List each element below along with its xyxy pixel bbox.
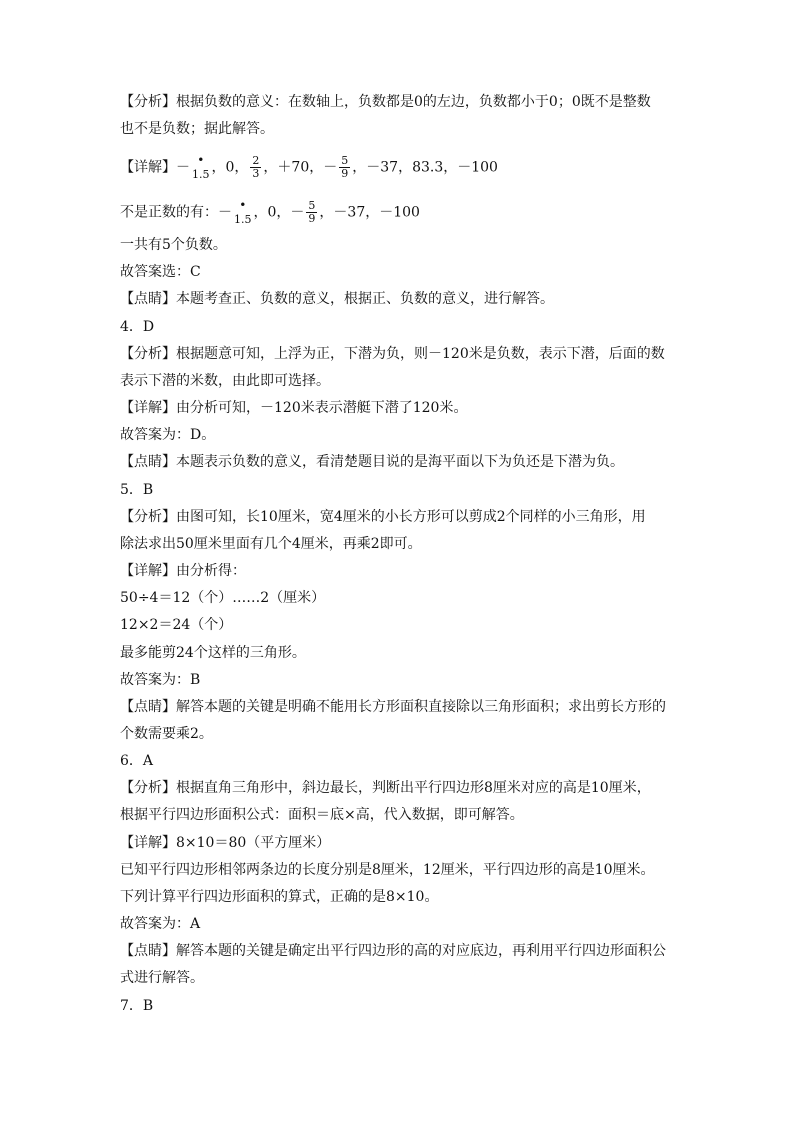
repeating-decimal [192,152,210,181]
analysis-line: 根据平行四边形面积公式：面积＝底×高，代入数据，即可解答。 [120,807,524,823]
analysis-line: 也不是负数；据此解答。 [120,121,274,137]
analysis-line: 除法求出50厘米里面有几个4厘米，再乘2即可。 [120,536,422,552]
detail-line: 【详解】由分析得： [120,563,246,579]
text-segment: 不是正数的有：－ [120,204,232,221]
numerator: 5 [341,154,349,167]
repeating-decimal [234,197,252,226]
analysis-line: 【分析】根据题意可知，上浮为正，下潜为负，则－120米是负数，表示下潜，后面的数 [120,346,665,362]
comment-line: 式进行解答。 [120,970,204,986]
text-line: 一共有5个负数。 [120,237,227,253]
numerator: 5 [308,199,316,212]
text-segment: ，＋70，－ [263,159,338,176]
analysis-line: 表示下潜的米数，由此即可选择。 [120,373,330,389]
numerator: 2 [252,154,260,167]
text-segment: ，0， [211,159,249,176]
calculation-line: 50÷4＝12（个）……2（厘米） [120,590,326,606]
detail-line: 【详解】8×10＝80（平方厘米） [120,835,331,851]
answer-line: 故答案为：D。 [120,427,216,443]
text-line: 最多能剪24个这样的三角形。 [120,645,306,661]
detail-number-list [120,152,498,181]
fraction [250,155,261,180]
question-number: 5．B [120,482,154,498]
comment-line: 【点睛】解答本题的关键是明确不能用长方形面积直接除以三角形面积；求出剪长方形的 [120,699,666,715]
denominator: 3 [252,167,260,180]
answer-line: 故答案为：A [120,916,201,932]
question-number: 6．A [120,753,154,769]
text-segment: ，0，－ [253,204,305,221]
question-number: 4．D [120,319,155,335]
text-line: 已知平行四边形相邻两条边的长度分别是8厘米，12厘米，平行四边形的高是10厘米。 [120,862,655,878]
text-segment: 【详解】－ [120,159,190,176]
question-number: 7．B [120,998,154,1014]
text-segment: ，－37，83.3，－100 [352,159,498,176]
denominator: 9 [308,212,316,225]
analysis-line: 【分析】根据负数的意义：在数轴上，负数都是0的左边，负数都小于0；0既不是整数 [120,94,651,110]
analysis-line: 【分析】根据直角三角形中，斜边最长，判断出平行四边形8厘米对应的高是10厘米， [120,780,651,796]
decimal-value: 1.5 [192,167,210,181]
text-line: 下列计算平行四边形面积的算式，正确的是8×10。 [120,889,439,905]
detail-line: 【详解】由分析可知，－120米表示潜艇下潜了120米。 [120,400,468,416]
comment-line: 【点睛】本题考查正、负数的意义，根据正、负数的意义，进行解答。 [120,291,554,307]
fraction [339,155,350,180]
calculation-line: 12×2＝24（个） [120,617,233,633]
comment-line: 【点睛】解答本题的关键是确定出平行四边形的高的对应底边，再利用平行四边形面积公 [120,943,666,959]
comment-line: 【点睛】本题表示负数的意义，看清楚题目说的是海平面以下为负还是下潜为负。 [120,454,624,470]
repeat-dot: • [197,152,205,167]
answer-line: 故答案为：B [120,672,201,688]
non-positive-list [120,197,420,226]
repeat-dot: • [239,197,247,212]
fraction [306,200,317,225]
answer-line: 故答案选：C [120,264,201,280]
comment-line: 个数需要乘2。 [120,726,213,742]
text-segment: ，－37，－100 [319,204,420,221]
analysis-line: 【分析】由图可知，长10厘米，宽4厘米的小长方形可以剪成2个同样的小三角形，用 [120,509,646,525]
decimal-value: 1.5 [234,212,252,226]
denominator: 9 [341,167,349,180]
